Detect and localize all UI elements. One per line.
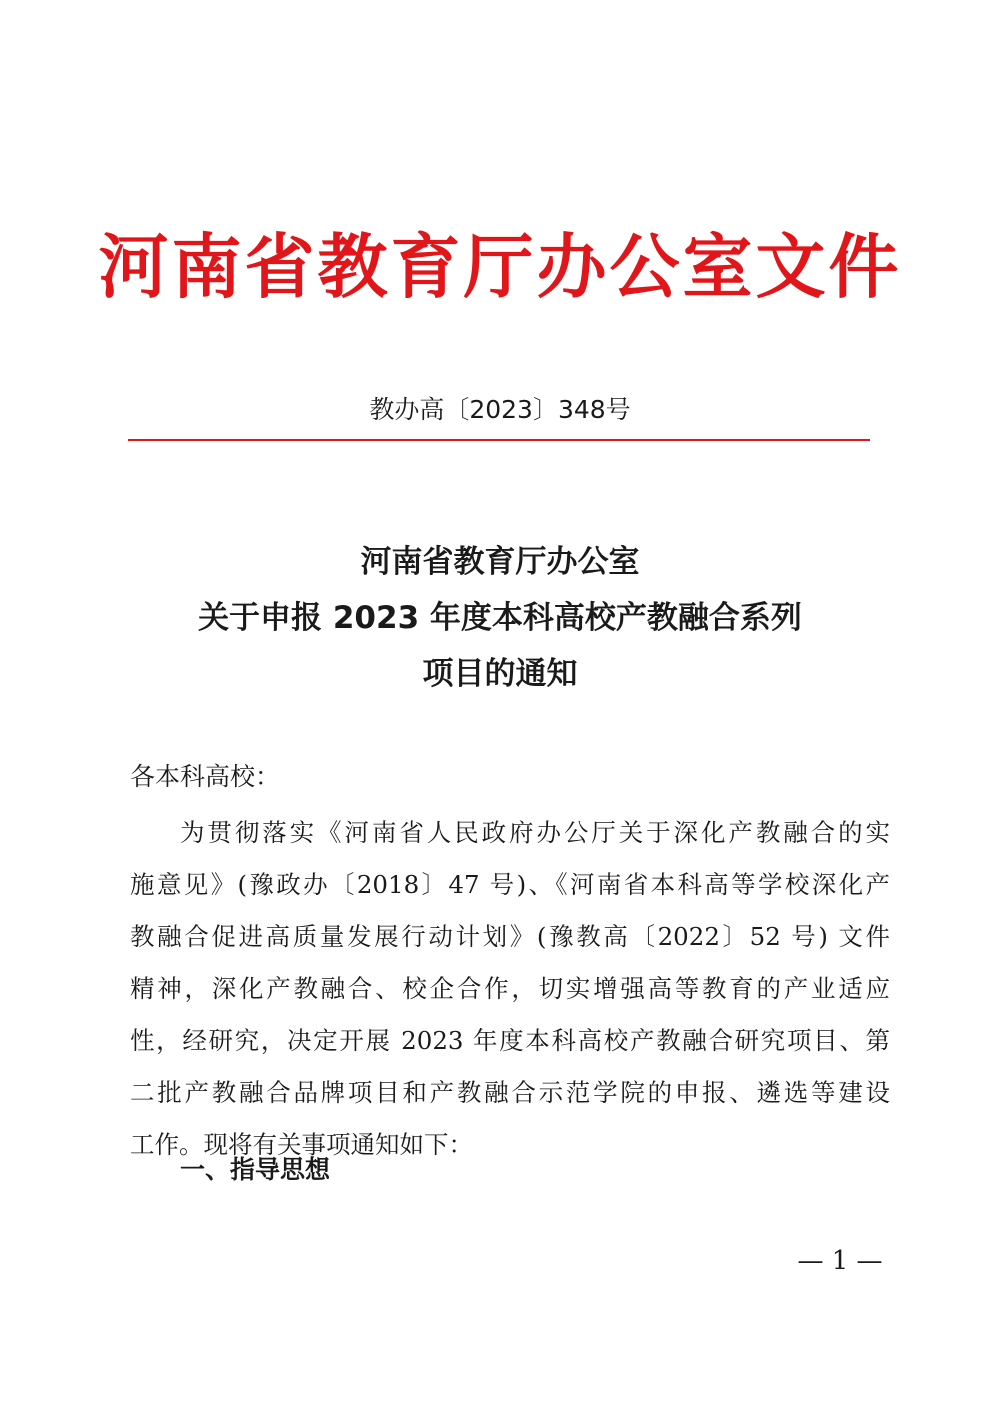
section-heading: 一、指导思想 — [180, 1155, 331, 1184]
notice-title-line-3: 项目的通知 — [422, 656, 578, 692]
body-line: 施意见》(豫政办〔2018〕47 号)、《河南省本科高等学校深化产 — [130, 870, 890, 899]
body-line: 性，经研究，决定开展 2023 年度本科高校产教融合研究项目、第 — [130, 1026, 890, 1055]
body-line: 教融合促进高质量发展行动计划》(豫教高〔2022〕52 号) 文件 — [130, 922, 890, 951]
page-number: — 1 — — [797, 1246, 883, 1276]
notice-title-line-1: 河南省教育厅办公室 — [360, 544, 640, 580]
notice-title — [0, 534, 1000, 702]
body-line: 工作。现将有关事项通知如下： — [130, 1130, 473, 1159]
document-number: 教办高〔2023〕348号 — [369, 395, 631, 424]
body-line: 二批产教融合品牌项目和产教融合示范学院的申报、遴选等建设 — [130, 1078, 890, 1107]
salutation: 各本科高校： — [130, 762, 281, 791]
document-masthead: 河南省教育厅办公室文件 — [98, 226, 902, 308]
red-divider-line — [128, 439, 870, 441]
body-line: 为贯彻落实《河南省人民政府办公厅关于深化产教融合的实 — [180, 818, 890, 847]
notice-title-line-2: 关于申报 2023 年度本科高校产教融合系列 — [198, 600, 802, 636]
body-paragraph — [130, 807, 890, 1171]
body-line: 精神，深化产教融合、校企合作，切实增强高等教育的产业适应 — [130, 974, 890, 1003]
